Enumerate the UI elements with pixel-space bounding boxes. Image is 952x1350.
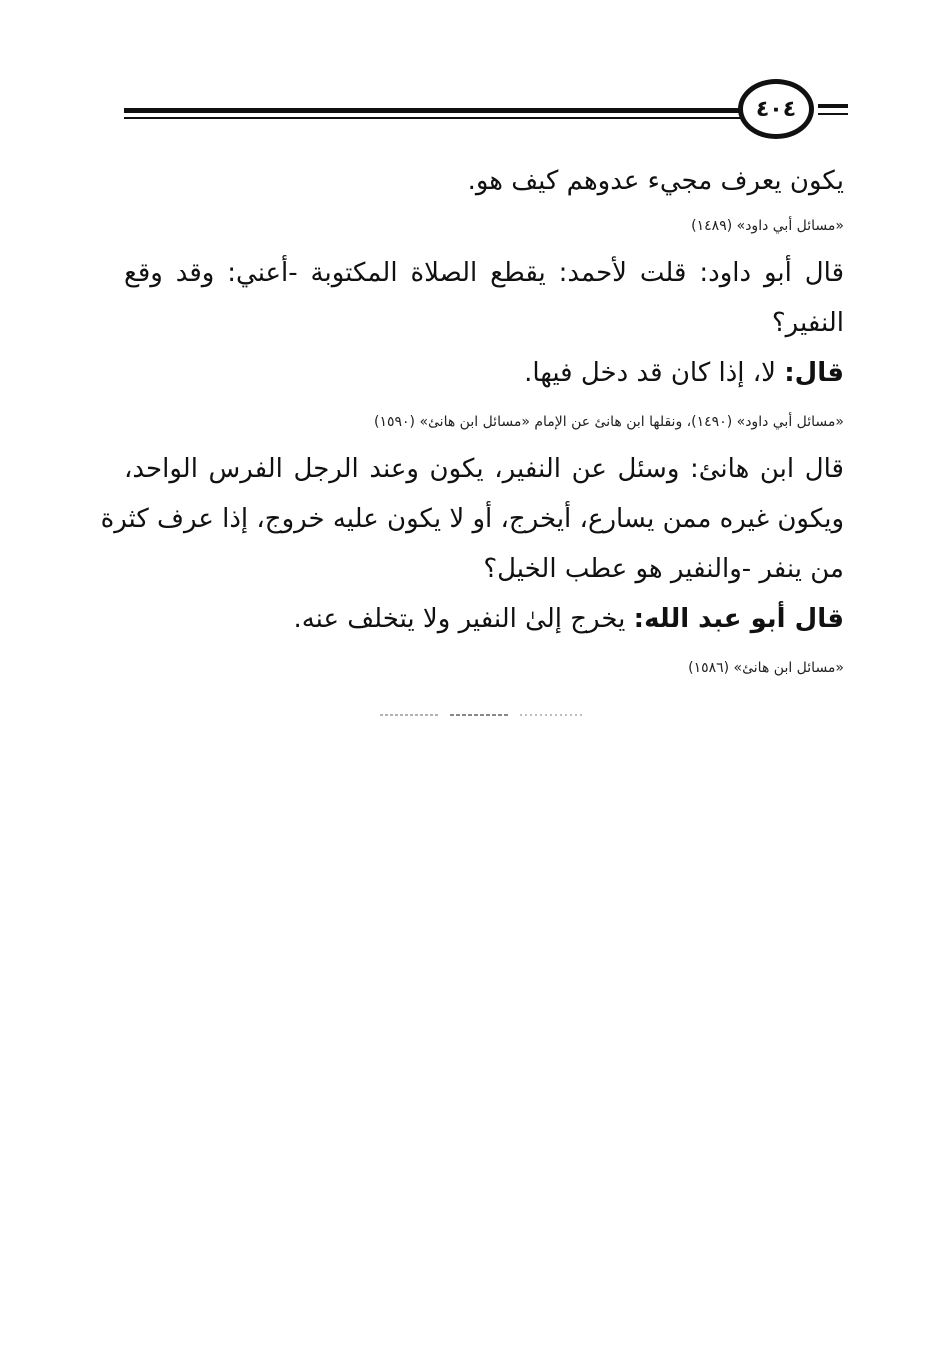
header-rule-thick — [124, 108, 742, 113]
text-line-4 — [524, 358, 844, 388]
text-line-5: قال ابن هانئ: وسئل عن النفير، يكون وعند الرجل الفرس الواحد، — [124, 454, 844, 484]
page-number: ٤٠٤ — [755, 96, 797, 122]
header-rule-right-thick — [818, 104, 848, 108]
speaker-label: قال: — [784, 358, 844, 388]
text-line-8 — [293, 604, 844, 634]
speaker-label: قال أبو عبد الله: — [633, 604, 844, 634]
source-citation-2: «مسائل أبي داود» (١٤٩٠)، ونقلها ابن هانئ عن الإمام «مسائل ابن هانئ» (١٥٩٠) — [373, 414, 844, 430]
source-citation-3: «مسائل ابن هانئ» (١٥٨٦) — [688, 660, 844, 676]
text-line-3: النفير؟ — [771, 308, 844, 338]
text-line-7: من ينفر -والنفير هو عطب الخيل؟ — [483, 554, 844, 584]
text-line-1: يكون يعرف مجيء عدوهم كيف هو. — [467, 166, 844, 196]
text-line-6: ويكون غيره ممن يسارع، أيخرج، أو لا يكون عليه خروج، إذا عرف كثرة — [100, 504, 844, 534]
answer-text: يخرج إلىٰ النفير ولا يتخلف عنه. — [293, 604, 634, 634]
page-number-badge — [738, 79, 814, 139]
ornament-divider — [380, 712, 584, 718]
answer-text: لا، إذا كان قد دخل فيها. — [524, 358, 785, 388]
text-line-2: قال أبو داود: قلت لأحمد: يقطع الصلاة المكتوبة -أعني: وقد وقع — [124, 258, 844, 288]
source-citation-1: «مسائل أبي داود» (١٤٨٩) — [691, 218, 844, 234]
header-rule-thin — [124, 117, 742, 119]
header-rule-right-thin — [818, 113, 848, 115]
